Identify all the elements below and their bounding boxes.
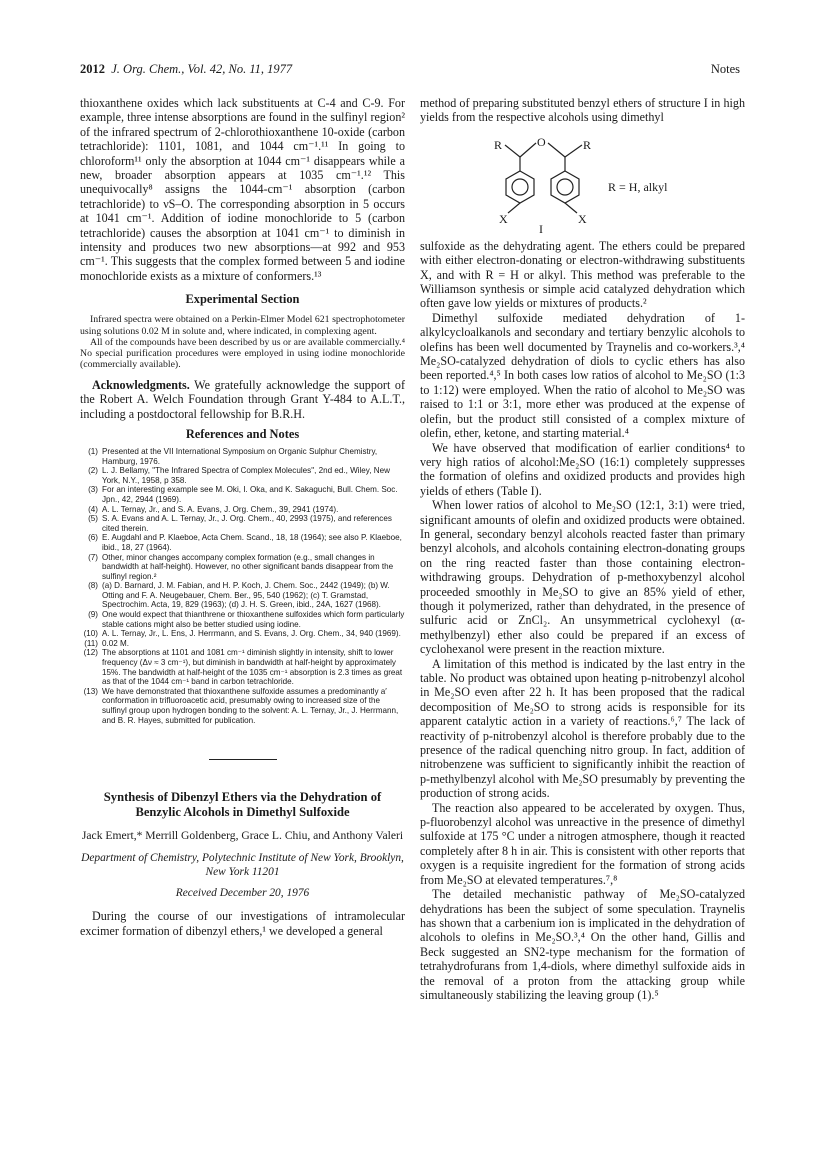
affiliation: Department of Chemistry, Polytechnic Institute of New York, Brooklyn, New York 11201 [81,852,404,879]
author-list: Jack Emert,* Merrill Goldenberg, Grace L. Chiu, and Anthony Valeri [81,829,404,843]
right-paragraph-6: A limitation of this method is indicated by the last entry in the table. No product was obtained upon heating p-nitrobenzyl alcohol in Me₂SO even after 22 h. It has been proposed that the radical decomposition of Me₂SO to strong acids is responsible for its apparent catalytic action in a variety of reactions.⁶,⁷ The lack of reactivity of p-nitrobenzyl alcohol is therefore probably due to the presence of the radical quenching nitro group. In fact, addition of nitrobenzene was sufficient to significantly inhibit the reaction of p-methylbenzyl alcohol with Me₂SO presumably by preventing the production of strong acids. [420,656,745,801]
article-title: Synthesis of Dibenzyl Ethers via the Dehydration of Benzylic Alcohols in Dimethyl Sulfoxide [103,790,382,819]
reference-item [80,581,405,610]
right-paragraph-2: sulfoxide as the dehydrating agent. The ethers could be prepared with either electron-donating or electron-withdrawing substituents X, and with R = H or alkyl. This method was preferable to the Williamson synthesis or simple acid catalyzed dehydration which often gave low yields or mixtures of products.² [420,238,745,311]
reference-text: 0.02 M. [102,638,129,648]
reference-number: (3) [88,485,98,495]
reference-text: A. L. Ternay, Jr., and S. A. Evans, J. Org. Chem., 39, 2941 (1974). [102,504,339,514]
journal-citation: J. Org. Chem., Vol. 42, No. 11, 1977 [111,62,293,76]
dibenzyl-ether-structure [420,127,745,237]
left-column [80,96,405,938]
reference-item [80,553,405,582]
reference-text: L. J. Bellamy, "The Infrared Spectra of Complex Molecules", 2nd ed., Wiley, New York, N.Y., 1958, p 358. [102,466,390,485]
article-divider [209,759,277,760]
reference-number: (6) [88,533,98,543]
article-paragraph-1: During the course of our investigations of intramolecular excimer formation of dibenzyl ethers,¹ we developed a general [80,909,405,938]
label-R-definition: R = H, alkyl [608,179,668,194]
reference-number: (1) [88,446,98,456]
reference-number: (10) [83,629,98,639]
ack-heading: Acknowledgments. [92,377,190,392]
reference-item [80,639,405,649]
reference-text: One would expect that thianthrene or thioxanthene sulfoxides which form particularly stable cations might also be better studied using iodine. [102,610,405,629]
reference-text: For an interesting example see M. Oki, I. Oka, and K. Sakaguchi, Bull. Chem. Soc. Jpn., 42, 2944 (1969). [102,485,398,504]
right-column [420,96,745,1002]
experimental-paragraph-1: Infrared spectra were obtained on a Perkin-Elmer Model 621 spectrophotometer using solutions 0.02 M in solute and, where indicated, in complexing agent. [80,314,405,337]
reference-number: (11) [84,638,98,648]
references-heading: References and Notes [185,426,300,441]
right-paragraph-8: The detailed mechanistic pathway of Me₂SO-catalyzed dehydrations has been the subject of some speculation. Traynelis has shown that a carbenium ion is implicated in the dehydration of alcohols to olefins in Me₂SO.³,⁴ On the other hand, Gillis and Beck suggested an SN2-type mechanism for the formation of tetrahydrofurans from 1,4-diols, where dimethyl sulfoxide aids in the removal of a proton from the attacking group while simultaneously stabilizing the leaving group (1).⁵ [420,887,745,1002]
reference-item [80,505,405,515]
reference-number: (8) [88,581,98,591]
reference-text: The absorptions at 1101 and 1081 cm⁻¹ diminish slightly in intensity, shift to lower frequency (Δν ≈ 3 cm⁻¹), but diminish in bandwidth at half-height by approximately 15%. The bandwidth at half-height of the 1035 cm⁻¹ absorption is 2.3 times as great as that of the 1044 cm⁻¹ band in carbon tetrachloride. [102,648,403,687]
right-paragraph-5: When lower ratios of alcohol to Me₂SO (12:1, 3:1) were tried, significant amounts of olefin and oxidized products were obtained. In general, secondary benzyl alcohols reacted faster than primary benzyl alcohols, and alcohols containing electron-donating groups on the ring reacted faster than those containing electron-withdrawing groups. Dehydration of p-methoxybenzyl alcohol proceeded smoothly in Me₂SO to give an 85% yield of ether, though it polymerized, rather than dehydrated, in the presence of sulfuric acid or ZnCl₂. An unsymmetrical cyclohexyl (α-methylbenzyl) ether also could be prepared if an excess of cyclohexanol were present in the reaction mixture. [420,498,745,657]
reference-item [80,687,405,725]
reference-number: (5) [88,514,98,524]
right-paragraph-3: Dimethyl sulfoxide mediated dehydration of 1-alkylcycloalkanols and secondary and tertiary benzylic alcohols to olefins has been well documented by Traynelis and co-workers.³,⁴ Me₂SO-catalyzed dehydration of diols to cyclic ethers has also been reported.⁴,⁵ In both cases low ratios of alcohol to Me₂SO (1:3 to 1:12) were employed. When the ratio of alcohol to Me₂SO was raised to 1:1 or 3:1, more ether was produced at the expense of olefin, but the product still consisted of a complex mixture of olefin, ether, ketone, and starting material.⁴ [420,310,745,441]
reference-number: (12) [83,648,98,658]
reference-item [80,533,405,552]
compound-number: I [539,221,543,236]
reference-number: (2) [88,466,98,476]
reference-text: Other, minor changes accompany complex formation (e.g., small changes in bandwidth at half-height). However, no other significant bands disappear from the sulfinyl region.² [102,552,394,581]
experimental-paragraph-2: All of the compounds have been described by us or are available commercially.⁴ No special purification procedures were employed in using iodine monochloride (commercially available). [80,336,405,371]
reference-text: S. A. Evans and A. L. Ternay, Jr., J. Org. Chem., 40, 2993 (1975), and references cited therein. [102,514,392,533]
running-header [80,62,292,77]
reference-item [80,485,405,504]
reference-text: We have demonstrated that thioxanthene sulfoxide assumes a predominantly a′ conformation in trifluoroacetic acid, presumably owing to increased size of the sulfinyl group upon hydrogen bonding to the solvent: A. L. Ternay, Jr., J. Herrmann, and B. R. Hayes, submitted for publication. [102,686,399,725]
label-R-right: R [583,137,592,152]
right-paragraph-4: We have observed that modification of earlier conditions⁴ to very high ratios of alcohol:Me₂SO (16:1) completely suppresses the formation of olefins and oxidized products and provides high yields of ethers (Table I). [420,440,745,498]
experimental-heading: Experimental Section [185,292,300,307]
reference-item [80,466,405,485]
right-paragraph-7: The reaction also appeared to be accelerated by oxygen. Thus, p-fluorobenzyl alcohol was unreactive in the presence of dimethyl sulfoxide at 175 °C under a nitrogen atmosphere, though it reacted completely after 8 h in air. This is consistent with other reports that oxygen is a requisite ingredient for the formation of strong acids from Me₂SO at elevated temperatures.⁷,⁸ [420,800,745,887]
reference-text: A. L. Ternay, Jr., L. Ens, J. Herrmann, and S. Evans, J. Org. Chem., 34, 940 (1969). [102,629,401,639]
intro-paragraph: thioxanthene oxides which lack substituents at C-4 and C-9. For example, three intense absorptions are found in the sulfinyl region² of the infrared spectrum of 2-chlorothioxanthene 10-oxide (carbon tetrachloride): 1101, 1081, and 1044 cm⁻¹.¹¹ In going to chloroform¹¹ only the absorption at 1044 cm⁻¹ disappears while a new, broader absorption appears at 1035 cm⁻¹.¹² This unequivocally⁸ assigns the 1044-cm⁻¹ absorption (carbon tetrachloride) to νS–O. The corresponding absorption in 5 occurs at 1041 cm⁻¹. Addition of iodine monochloride to 5 (carbon tetrachloride) causes the absorption at 1041 cm⁻¹ to diminish in intensity and produces two new absorptions—at 992 and 953 cm⁻¹. This suggests that the complex formed between 5 and iodine monochloride exists as a mixture of conformers.¹³ [80,96,405,283]
received-date: Received December 20, 1976 [175,887,310,900]
reference-number: (4) [88,504,98,514]
label-X-right: X [578,211,587,226]
label-X-left: X [499,211,508,226]
acknowledgments [80,378,405,421]
reference-text: E. Augdahl and P. Klaeboe, Acta Chem. Scand., 18, 18 (1964); see also P. Klaeboe, ibid., 18, 27 (1964). [102,533,402,552]
ack-text: We gratefully acknowledge the support of the Robert A. Welch Foundation through Grant Y-484 to A.L.T., including a postdoctoral fellowship for B.R.H. [80,377,405,421]
reference-item [80,447,405,466]
label-O: O [537,134,546,149]
reference-item [80,610,405,629]
reference-item [80,514,405,533]
reference-item [80,629,405,639]
references-list [80,447,405,725]
page-number: 2012 [80,62,105,76]
label-R-left: R [494,137,503,152]
section-label: Notes [710,62,740,76]
reference-text: (a) D. Barnard, J. M. Fabian, and H. P. Koch, J. Chem. Soc., 2442 (1949); (b) W. Otting and F. A. Neugebauer, Chem. Ber., 95, 540 (1962); (c) T. Gramstad, Spectrochim. Acta, 19, 829 (1963); (d) J. H. S. Green, ibid., 24A, 1627 (1968). [102,581,390,610]
reference-item [80,648,405,686]
right-paragraph-1: method of preparing substituted benzyl ethers of structure I in high yields from the respective alcohols using dimethyl [420,96,745,125]
structure-I-figure [420,127,745,237]
reference-number: (9) [88,610,98,620]
reference-text: Presented at the VII International Symposium on Organic Sulphur Chemistry, Hamburg, 1976. [102,446,378,466]
reference-number: (13) [83,686,98,696]
reference-number: (7) [88,552,98,562]
